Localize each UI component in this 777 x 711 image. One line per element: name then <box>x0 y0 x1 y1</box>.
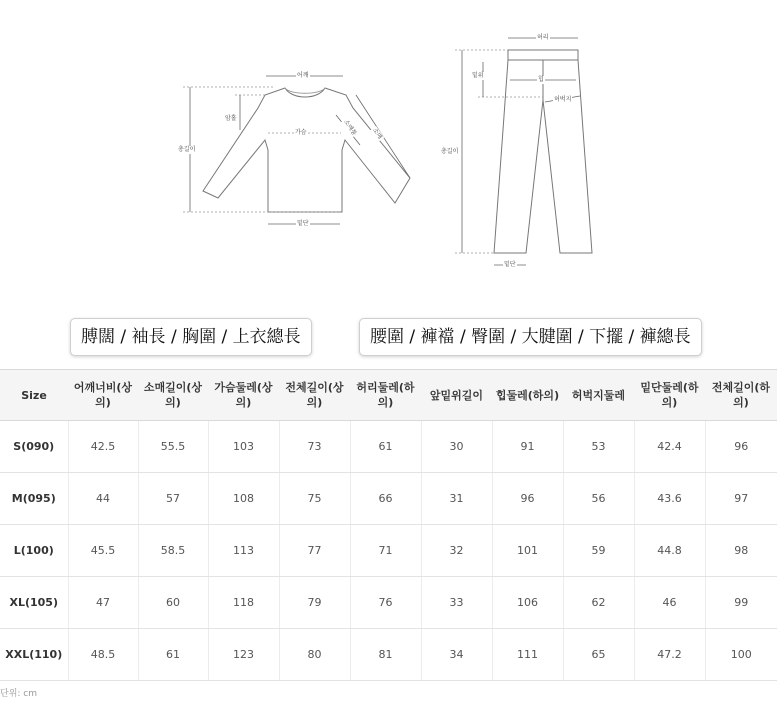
table-cell: 46 <box>634 577 705 629</box>
table-cell: 31 <box>421 473 492 525</box>
table-cell: 48.5 <box>68 629 138 681</box>
table-cell: 100 <box>705 629 777 681</box>
top-measurements-caption: 膊闊 / 袖長 / 胸圍 / 上衣總長 <box>70 318 312 356</box>
table-cell: 71 <box>350 525 421 577</box>
header-shoulder-width: 어깨너비(상의) <box>68 370 138 421</box>
table-cell: 123 <box>208 629 279 681</box>
table-cell: 53 <box>563 421 634 473</box>
table-cell: 61 <box>138 629 208 681</box>
unit-note: 단위: cm <box>0 689 37 699</box>
table-cell: 96 <box>492 473 563 525</box>
table-cell: 30 <box>421 421 492 473</box>
table-cell: 98 <box>705 525 777 577</box>
header-thigh: 허벅지둘레 <box>563 370 634 421</box>
sleeve-width-label: 소매통 <box>342 118 358 137</box>
table-cell: 101 <box>492 525 563 577</box>
table-cell: 42.4 <box>634 421 705 473</box>
size-cell: XL(105) <box>0 577 68 629</box>
chest-label: 가슴 <box>295 129 307 136</box>
table-row <box>0 421 777 473</box>
table-cell: 111 <box>492 629 563 681</box>
size-cell: M(095) <box>0 473 68 525</box>
table-cell: 66 <box>350 473 421 525</box>
table-cell: 97 <box>705 473 777 525</box>
waist-label: 허리 <box>537 34 549 41</box>
table-cell: 75 <box>279 473 350 525</box>
table-cell: 43.6 <box>634 473 705 525</box>
measurement-diagram <box>0 0 777 290</box>
thigh-label: 허벅지 <box>554 96 572 103</box>
header-pants-length: 전체길이(하의) <box>705 370 777 421</box>
top-hem-label: 밑단 <box>297 220 309 227</box>
top-garment-illustration <box>203 88 410 212</box>
table-cell: 34 <box>421 629 492 681</box>
pants-hem-label: 밑단 <box>504 261 516 268</box>
header-sleeve-length: 소매길이(상의) <box>138 370 208 421</box>
bottom-measurements-caption: 腰圍 / 褲襠 / 臀圍 / 大腱圍 / 下擺 / 褲總長 <box>359 318 702 356</box>
table-cell: 106 <box>492 577 563 629</box>
table-cell: 103 <box>208 421 279 473</box>
table-cell: 47 <box>68 577 138 629</box>
garment-illustrations <box>0 0 777 290</box>
shoulder-label: 어깨 <box>297 72 309 79</box>
size-cell: L(100) <box>0 525 68 577</box>
table-cell: 42.5 <box>68 421 138 473</box>
table-cell: 45.5 <box>68 525 138 577</box>
table-row <box>0 577 777 629</box>
table-cell: 73 <box>279 421 350 473</box>
table-row <box>0 629 777 681</box>
table-row <box>0 473 777 525</box>
header-size: Size <box>0 370 68 421</box>
table-cell: 44 <box>68 473 138 525</box>
table-cell: 79 <box>279 577 350 629</box>
sleeve-length-label: 소매 <box>371 126 384 141</box>
table-cell: 96 <box>705 421 777 473</box>
top-dimension-lines <box>190 76 410 224</box>
table-cell: 44.8 <box>634 525 705 577</box>
header-hip: 힙둘레(하의) <box>492 370 563 421</box>
header-hem: 밑단둘레(하의) <box>634 370 705 421</box>
table-cell: 60 <box>138 577 208 629</box>
hip-label: 힙 <box>538 76 544 83</box>
table-cell: 61 <box>350 421 421 473</box>
armhole-label: 암홀 <box>225 115 237 122</box>
header-chest: 가슴둘레(상의) <box>208 370 279 421</box>
table-cell: 33 <box>421 577 492 629</box>
table-cell: 58.5 <box>138 525 208 577</box>
size-chart-table <box>0 369 777 681</box>
table-cell: 77 <box>279 525 350 577</box>
table-cell: 76 <box>350 577 421 629</box>
table-cell: 81 <box>350 629 421 681</box>
rise-label: 밑위 <box>472 72 484 79</box>
table-cell: 62 <box>563 577 634 629</box>
table-cell: 55.5 <box>138 421 208 473</box>
table-cell: 32 <box>421 525 492 577</box>
table-cell: 47.2 <box>634 629 705 681</box>
table-cell: 59 <box>563 525 634 577</box>
table-header-row <box>0 370 777 421</box>
table-row <box>0 525 777 577</box>
table-cell: 108 <box>208 473 279 525</box>
header-waist: 허리둘레(하의) <box>350 370 421 421</box>
table-cell: 91 <box>492 421 563 473</box>
table-cell: 113 <box>208 525 279 577</box>
pants-length-label: 총길이 <box>441 148 459 155</box>
table-cell: 57 <box>138 473 208 525</box>
table-cell: 99 <box>705 577 777 629</box>
header-top-length: 전체길이(상의) <box>279 370 350 421</box>
top-length-label: 총길이 <box>178 146 196 153</box>
size-cell: XXL(110) <box>0 629 68 681</box>
table-cell: 65 <box>563 629 634 681</box>
size-cell: S(090) <box>0 421 68 473</box>
table-cell: 80 <box>279 629 350 681</box>
table-cell: 118 <box>208 577 279 629</box>
table-cell: 56 <box>563 473 634 525</box>
header-front-rise: 앞밑위길이 <box>421 370 492 421</box>
